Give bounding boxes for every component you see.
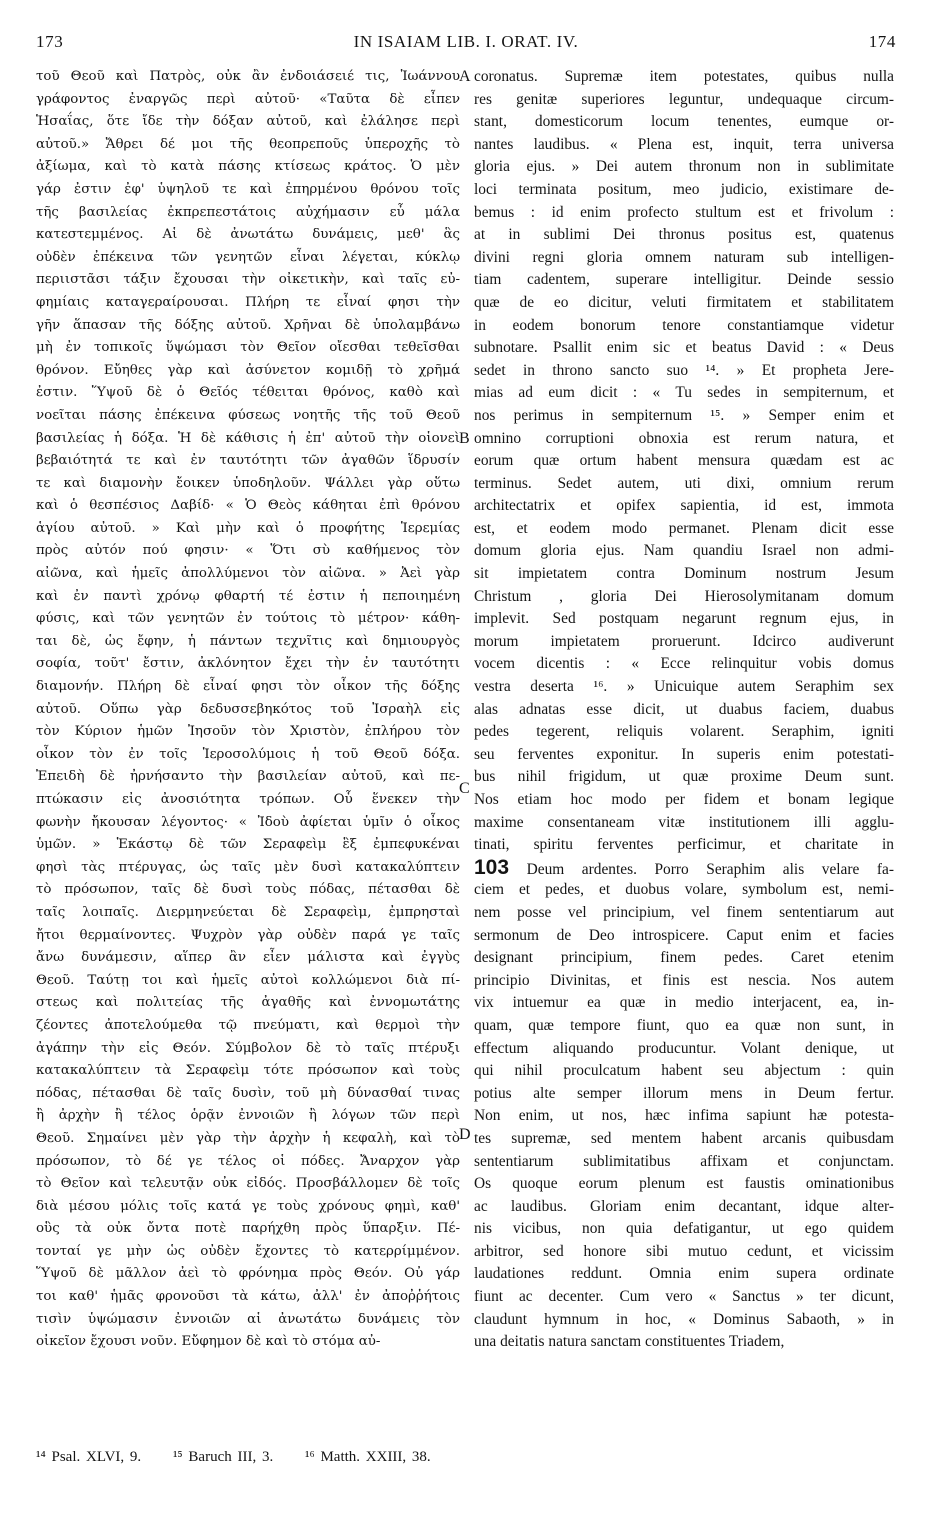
latin-line: divini regni gloria omnem naturam sub intelligen-	[474, 248, 894, 266]
latin-line: res genitæ superiores leguntur, undequaque circum-	[474, 90, 894, 108]
latin-line: ciem et pedes, et duobus volare, symbolum est, nemi-	[474, 881, 894, 899]
greek-line: τὸ πρόσωπον, ταῖς δὲ δυσὶ τοὺς πόδας, πέτασθαι δὲ	[36, 882, 460, 898]
greek-line: γῆν ἅπασαν τῆς δόξης αὐτοῦ. Χρῆναι δὲ ὑπολαμβάνω	[36, 317, 460, 333]
greek-line: τοῦ Θεοῦ καὶ Πατρὸς, οὐκ ἂν ἐνδοιάσειέ τις, Ἰωάννου	[36, 69, 460, 84]
latin-line: quæ de eo dicitur, veluti firmitatem et stabilitatem	[474, 293, 894, 311]
footnote-16: ¹⁶ Matth. XXIII, 38.	[304, 1449, 431, 1465]
greek-line: φησὶ τὰς πτέρυγας, ὡς ταῖς μὲν δυσὶ κατακαλύπτειν	[36, 859, 460, 875]
greek-line: γάρ ἐστιν ἐφ' ὑψηλοῦ τε καὶ ἐπηρμένου θρόνου τοῖς	[36, 181, 460, 197]
latin-line: nis vicibus, non quia defatigantur, ut ego quidem	[474, 1220, 894, 1238]
greek-line: τὸν Κύριον ἡμῶν Ἰησοῦν τὸν Χριστὸν, ἐπλήρου τὸν	[36, 724, 460, 740]
latin-line: sententiarum sublimitatibus affixam et conjunctam.	[474, 1152, 894, 1170]
latin-line: Non enim, ut nos, hæc infima sapiunt hæ potesta-	[474, 1107, 894, 1125]
latin-line: at in sublimi Dei thronus positus est, quatenus	[474, 226, 894, 244]
greek-line: ἄνω δυνάμεσιν, αἵπερ ἂν εἶεν μάλιστα καὶ ἐγγὺς	[36, 950, 460, 966]
margin-letter-c: C	[459, 780, 470, 797]
latin-line: domum gloria ejus. Nam quandiu Israel non admi-	[474, 542, 894, 560]
greek-line: τονταί γε μὴν ὡς οὐδὲν ἔχοντες τὸ κατερρίμμένον.	[36, 1243, 460, 1259]
greek-text-column	[36, 66, 460, 1421]
latin-line: in eodem bonorum tenore constantiamque videtur	[474, 316, 894, 334]
greek-line: πρόσωπον, τὸ δέ γε τέλος οἱ πόδες. Ἄναρχον γὰρ	[36, 1153, 460, 1169]
greek-line: οἶκον τὸν ἐν τοῖς Ἱεροσολύμοις ἡ τοῦ Θεοῦ δόξα.	[36, 746, 460, 762]
greek-line: νοεῖται πάσης ἐπέκεινα φύσεως νοητῆς τῆς τοῦ Θεοῦ	[36, 407, 460, 423]
latin-line: tiam cadentem, superare intelligitur. Deinde sessio	[474, 271, 894, 289]
latin-line: vocem dicentis : « Ecce relinquitur vobis domus	[474, 655, 894, 673]
greek-line: τῆς βασιλείας ἐκπρεπεστάτοις αὐχήμασιν εὖ μάλα	[36, 204, 460, 220]
greek-line: ται δὲ, ὡς ἔφην, ἡ πάντων τεχνῖτις καὶ δημιουργὸς	[36, 633, 460, 649]
latin-line: designant principium, finem pedes. Caret etenim	[474, 949, 894, 967]
greek-line: Ἡσαΐας, ὅτε ἴδε τὴν δόξαν αὐτοῦ, καὶ ἐλάλησε περὶ	[36, 114, 460, 130]
latin-line: architectatrix et opifex sapientia, id est, immota	[474, 497, 894, 515]
latin-line: sit impietatem contra Dominum nostrum Jesum	[474, 565, 894, 583]
greek-line: καὶ ἐν παντὶ χρόνῳ φθαρτή τέ ἐστιν ἡ πεποιημένη	[36, 588, 460, 604]
latin-line: claudunt hymnum in hoc, « Dominus Sabaoth, » in	[474, 1310, 894, 1328]
greek-line: ταῖς λοιπαῖς. Διερμηνεύεται δὲ Σεραφεὶμ, ἐμπρησταὶ	[36, 904, 460, 920]
greek-line: πτώκασιν εἰς ἀνοσιότητα τρόπων. Οὗ ἕνεκεν τὴν	[36, 792, 460, 807]
greek-line: Θεοῦ. Σημαίνει μὲν γὰρ τὴν ἀρχὴν ἡ κεφαλὴ, καὶ τὸ	[36, 1130, 460, 1146]
latin-line: pedes tegerent, reliquis volarent. Seraphim, igniti	[474, 723, 894, 741]
page-number-right: 174	[868, 32, 896, 51]
greek-line: οὐδὲν ἐπέκεινα τῶν γενητῶν εἶναι λέγεται, κύκλῳ	[36, 249, 460, 265]
greek-line: ἤτοι θερμαίνοντες. Ψυχρὸν γὰρ οὐδὲν παρά γε ταῖς	[36, 927, 460, 943]
running-header	[36, 32, 896, 56]
latin-line: morum impietatem proruerunt. Idcirco audiverunt	[474, 632, 894, 650]
latin-line: nantes laudibus. « Plena est, inquit, terra universa	[474, 135, 894, 153]
latin-text-column	[474, 66, 894, 1421]
latin-line: terminus. Sedet autem, uti dixi, omnium rerum	[474, 474, 894, 492]
latin-line: maxime consentaneam vitæ institutionem illi agglu-	[474, 813, 894, 831]
latin-line: qui nihil proculcatum habent seu abjectum : quin	[474, 1062, 894, 1080]
greek-line: ὑμῶν. » Ἑκάστῳ δὲ τῶν Σεραφεὶμ ἓξ ἐμπεφυκέναι	[36, 837, 460, 853]
latin-line: seu ferventes exponitur. In superis enim potestati-	[474, 745, 894, 763]
latin-line	[474, 857, 894, 880]
margin-letter-a: A	[459, 68, 471, 85]
latin-line: vestra deserta ¹⁶. » Unicuique autem Seraphim sex	[474, 678, 894, 696]
greek-line: στεως καὶ πολιτείας τῆς ἀγαθῆς καὶ ἐννομωτάτης	[36, 995, 460, 1011]
latin-line: Os quoque eorum plenum est faustis ominationibus	[474, 1175, 894, 1193]
latin-line: principio Divinitas, et finis est nescia. Nos autem	[474, 971, 894, 989]
greek-line: κατεστεμμένος. Αἱ δὲ ἀνωτάτω δυνάμεις, μεθ' ἃς	[36, 227, 460, 243]
latin-line: sermonum de Deo introspicere. Caput enim et facies	[474, 926, 894, 944]
greek-line: οἰκεῖον ἔχουσι νοῦν. Εὔφημον δὲ καὶ τὸ στόμα αὐ-	[36, 1334, 381, 1350]
greek-line: τοι καθ' ἡμᾶς φρονοῦσι τὰ κάτω, ἀλλ' ἐν ἀποῤῥήτοις	[36, 1289, 460, 1305]
greek-line: Ὕψοῦ δὲ μᾶλλον ἀεὶ τὸ φρόνημα πρὸς Θεόν. Οὐ γάρ	[36, 1266, 460, 1282]
margin-letter-d: D	[459, 1126, 471, 1143]
greek-line: ἀγάπην τὴν εἰς Θεόν. Σύμβολον δὲ τὸ ταῖς πτέρυξι	[36, 1040, 460, 1056]
greek-line: θρόνον. Εὔηθες γὰρ καὶ ἀσύνετον κομιδῇ τὸ χρῆμά	[36, 362, 460, 378]
latin-line: effectum aliquando producuntur. Volant denique, ut	[474, 1039, 894, 1057]
latin-line: Nos etiam hoc modo per fidem et bonam legique	[474, 791, 894, 808]
latin-line: quam, quæ tempore fiunt, quo ea quæ non sunt, in	[474, 1016, 894, 1034]
greek-line: ἢ ἀρχὴν ἢ τέλος ὁρᾷν ἐννοιῶν ἢ λόγων τῶν περὶ	[36, 1108, 460, 1124]
greek-line: οὓς τὰ οὐκ ὄντα ποτὲ παρήχθη πρὸς ὕπαρξιν. Πέ-	[36, 1221, 460, 1237]
latin-line: loci terminata positum, meo judicio, existimare de-	[474, 180, 894, 198]
latin-line: omnino corruptioni obnoxia est rerum natura, et	[474, 429, 894, 447]
greek-line: γράφοντος ἐναργῶς περὶ αὐτοῦ· «Ταῦτα δὲ εἶπεν	[36, 91, 460, 107]
greek-line: αὐτοῦ.» Ἄθρει δέ μοι τῆς θεοπρεποῦς ὑπεροχῆς τὸ	[36, 136, 460, 152]
greek-line: αὐτοῦ. Οὕπω γὰρ δεδυσσεβηκότος τοῦ Ἰσραὴλ εἰς	[36, 701, 460, 717]
greek-line: διαμονήν. Πλήρη δὲ εἶναί φησι τὸν οἶκον τῆς δόξης	[36, 679, 460, 695]
footnotes	[36, 1449, 896, 1466]
greek-line: διὰ μέσου μόλις τοῖς κατά γε τοὺς χρόνους φημὶ, καθ'	[36, 1198, 460, 1214]
greek-line: μὴ ἐν τοπικοῖς ὕψώμασι τὸν Θεῖον οἴεσθαι τεθεῖσθαι	[36, 340, 460, 356]
latin-line: alas adnatas esse dicit, ut duabus faciem, duabus	[474, 700, 894, 718]
running-title: IN ISAIAM LIB. I. ORAT. IV.	[353, 32, 579, 51]
greek-line: καὶ ὁ θεσπέσιος Δαβίδ· « Ὁ Θεὸς κάθηται ἐπὶ θρόνου	[36, 498, 460, 514]
greek-line: Ἐπειδὴ δὲ ἠρνήσαντο τὴν βασιλείαν αὐτοῦ, καὶ πε-	[36, 769, 460, 785]
greek-line: Θεοῦ. Ταύτῃ τοι καὶ ἡμεῖς αὐτοὶ κολλώμενοι διὰ πί-	[36, 972, 460, 988]
greek-line: ἐστιν. Ὕψοῦ δὲ ὁ Θεῖός τέθειται θρόνος, καθὸ καὶ	[36, 385, 460, 401]
latin-line: sedet in throno sancto suo ¹⁴. » Et propheta Jere-	[474, 361, 894, 379]
margin-letter-b: B	[459, 430, 470, 447]
greek-line: φωνὴν ἤκουσαν λέγοντος· « Ἰδοὺ ἀφίεται ὑμῖν ὁ οἶκος	[36, 814, 460, 830]
greek-line: βασιλείας ἡ δόξα. Ἡ δὲ κάθισις ἡ ἐπ' αὐτοῦ τὴν οἱονεὶ	[36, 430, 460, 446]
latin-line-text: Deum ardentes. Porro Seraphim alis velare fa-	[526, 860, 894, 878]
footnote-14: ¹⁴ Psal. XLVI, 9.	[36, 1449, 142, 1465]
greek-line: τε καὶ διαμονὴν ἔοικεν ὑποδηλοῦν. Ψάλλει γὰρ οὕτω	[36, 475, 460, 491]
latin-line: bus nihil frigidum, ut quæ proxime Deum sunt.	[474, 768, 894, 786]
latin-line: ac laudibus. Gloriam enim decantant, idque alter-	[474, 1197, 894, 1215]
greek-line: φύσις, καὶ τῶν γενητῶν ἐν τούτοις τὸ μέτρον· κάθη-	[36, 611, 460, 627]
greek-line: πρὸς αὐτόν πού φησιν· « Ὅτι σὺ καθήμενος τὸν	[36, 543, 460, 559]
greek-line: ἀξίωμα, καὶ τὸ κατὰ πάσης κτίσεως κράτος. Ὁ μὲν	[36, 159, 460, 175]
greek-line: πόδας, πέτασθαι δὲ ταῖς δυσὶν, τοῦ μὴ δύνασθαί τινας	[36, 1085, 460, 1101]
latin-line: arbitror, sed honore sibi mutuo cedunt, et vicissim	[474, 1242, 894, 1260]
latin-line: eorum quæ ortum habent mensura quædam est ac	[474, 452, 894, 470]
latin-line: bemus : id enim profecto stultum est et frivolum :	[474, 203, 894, 221]
latin-line: nem posse vel principium, vel finem sententiarum aut	[474, 903, 894, 921]
latin-line: potius alte semper illorum mens in Deum fertur.	[474, 1084, 894, 1102]
greek-line: περιιστᾶσι τάξιν ἔχουσαι τὴν οἰκετικὴν, καὶ ταῖς εὐ-	[36, 272, 460, 288]
greek-line: ζέοντες ἀποτελούμεθα τῷ πνεύματι, καὶ θερμοὶ τὴν	[36, 1017, 460, 1033]
greek-line: φημίαις καταγεραίρουσαι. Πλήρη τε εἶναί φησι τὴν	[36, 294, 460, 310]
latin-line: implevit. Sed postquam negarunt regnum ejus, in	[474, 610, 894, 628]
greek-line: αἰῶνα, καὶ ἡμεῖς ἀπολλύμενοι τὸν αἰῶνα. » Ἀεὶ γὰρ	[36, 566, 460, 582]
latin-line: tinati, spiritu ferventes perficimur, et charitate in	[474, 836, 894, 854]
latin-line: est, et eodem modo permanet. Plenam dicit esse	[474, 519, 894, 537]
greek-line: κατακαλύπτειν τὰ Σεραφεὶμ τότε πρόσωπον καὶ τοὺς	[36, 1063, 460, 1079]
latin-line: subnotare. Psallit enim sic et beatus David : « Deus	[474, 339, 894, 357]
greek-line: σοφία, τοῦτ' ἔστιν, ἀκλόνητον ἔχει τὴν ἐν ταυτότητι	[36, 656, 460, 672]
latin-page-marker: 103	[474, 856, 510, 879]
latin-line: stant, domesticorum locum tenentes, eumque or-	[474, 113, 894, 131]
greek-line: βεβαιότητά τε καὶ ἐν ταυτότητι τῶν ἀγαθῶν ἵδρυσίν	[36, 453, 460, 469]
latin-line: gloria ejus. » Dei autem thronum non in sublimitate	[474, 158, 894, 176]
latin-line: mias ad eum dicit : « Tu sedes in sempiternum, et	[474, 384, 894, 402]
greek-line: τὸ Θεῖον καὶ τελευτᾷν οὐκ εἰδός. Προσβάλλομεν δὲ τοῖς	[36, 1176, 460, 1192]
latin-line: una deitatis natura sanctam constituentes Triadem,	[474, 1333, 785, 1351]
page-number-left: 173	[36, 32, 64, 51]
latin-line: tes supremæ, sed mentem habent arcanis quibusdam	[474, 1129, 894, 1147]
greek-line: ἁγίου αὐτοῦ. » Καὶ μὴν καὶ ὁ προφήτης Ἱερεμίας	[36, 520, 460, 536]
latin-line: vix intuemur ea quæ in medio interjacent, ea, in-	[474, 994, 894, 1012]
latin-line: nos perimus in sempiternum ¹⁵. » Semper enim et	[474, 406, 894, 424]
footnote-15: ¹⁵ Baruch III, 3.	[172, 1449, 274, 1465]
greek-line: τισὶν ὑψώμασιν ἐννοιῶν αἱ ἀνωτάτω δυνάμεις τὸν	[36, 1311, 460, 1327]
latin-line: fiunt ac decenter. Cum vero « Sanctus » ter dicunt,	[474, 1288, 894, 1306]
latin-line: coronatus. Supremæ item potestates, quibus nulla	[474, 68, 894, 85]
latin-line: laudationes reddunt. Omnia enim supera ordinate	[474, 1265, 894, 1283]
latin-line: Christum , gloria Dei Hierosolymitanam domum	[474, 587, 894, 605]
